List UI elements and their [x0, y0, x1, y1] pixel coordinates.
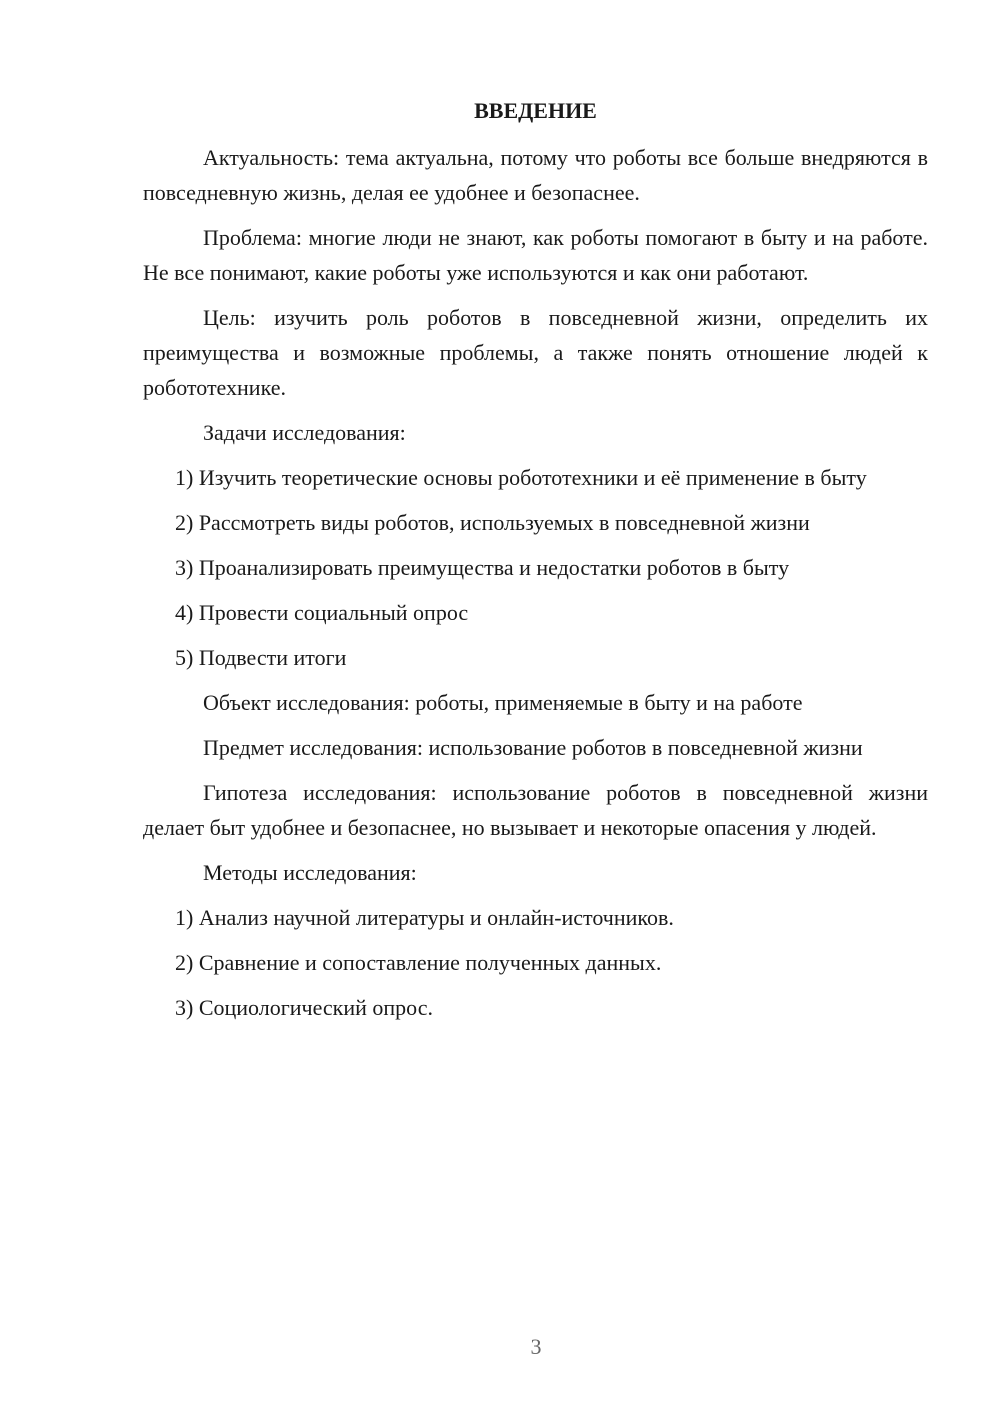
page-number: 3 — [530, 1334, 542, 1359]
page-title: ВВЕДЕНИЕ — [474, 98, 597, 123]
tasks-heading: Задачи исследования: — [203, 420, 406, 445]
hypothesis-paragraph: Гипотеза исследования: использование роботов в повседневной жизни делает быт удобнее и безопаснее, но вызывает и некоторые опасения у людей. — [143, 780, 928, 840]
task-item: 1) Изучить теоретические основы робототехники и её применение в быту — [175, 465, 867, 490]
methods-heading: Методы исследования: — [203, 860, 417, 885]
method-item: 2) Сравнение и сопоставление полученных данных. — [175, 950, 662, 975]
task-item: 2) Рассмотреть виды роботов, используемых в повседневной жизни — [175, 510, 810, 535]
method-item: 3) Социологический опрос. — [175, 995, 433, 1020]
task-item: 4) Провести социальный опрос — [175, 600, 469, 625]
subject-paragraph: Предмет исследования: использование роботов в повседневной жизни — [203, 735, 863, 760]
relevance-paragraph: Актуальность: тема актуальна, потому что роботы все больше внедряются в повседневную жизнь, делая ее удобнее и безопаснее. — [143, 145, 928, 205]
goal-paragraph: Цель: изучить роль роботов в повседневной жизни, определить их преимущества и возможные проблемы, а также понять отношение людей к робототехнике. — [143, 305, 928, 400]
task-item: 5) Подвести итоги — [175, 645, 347, 670]
page-content — [143, 96, 928, 1035]
method-item: 1) Анализ научной литературы и онлайн-источников. — [175, 905, 674, 930]
object-paragraph: Объект исследования: роботы, применяемые в быту и на работе — [203, 690, 803, 715]
task-item: 3) Проанализировать преимущества и недостатки роботов в быту — [175, 555, 790, 580]
problem-paragraph: Проблема: многие люди не знают, как роботы помогают в быту и на работе. Не все понимают, какие роботы уже используются и как они работают. — [143, 225, 928, 285]
